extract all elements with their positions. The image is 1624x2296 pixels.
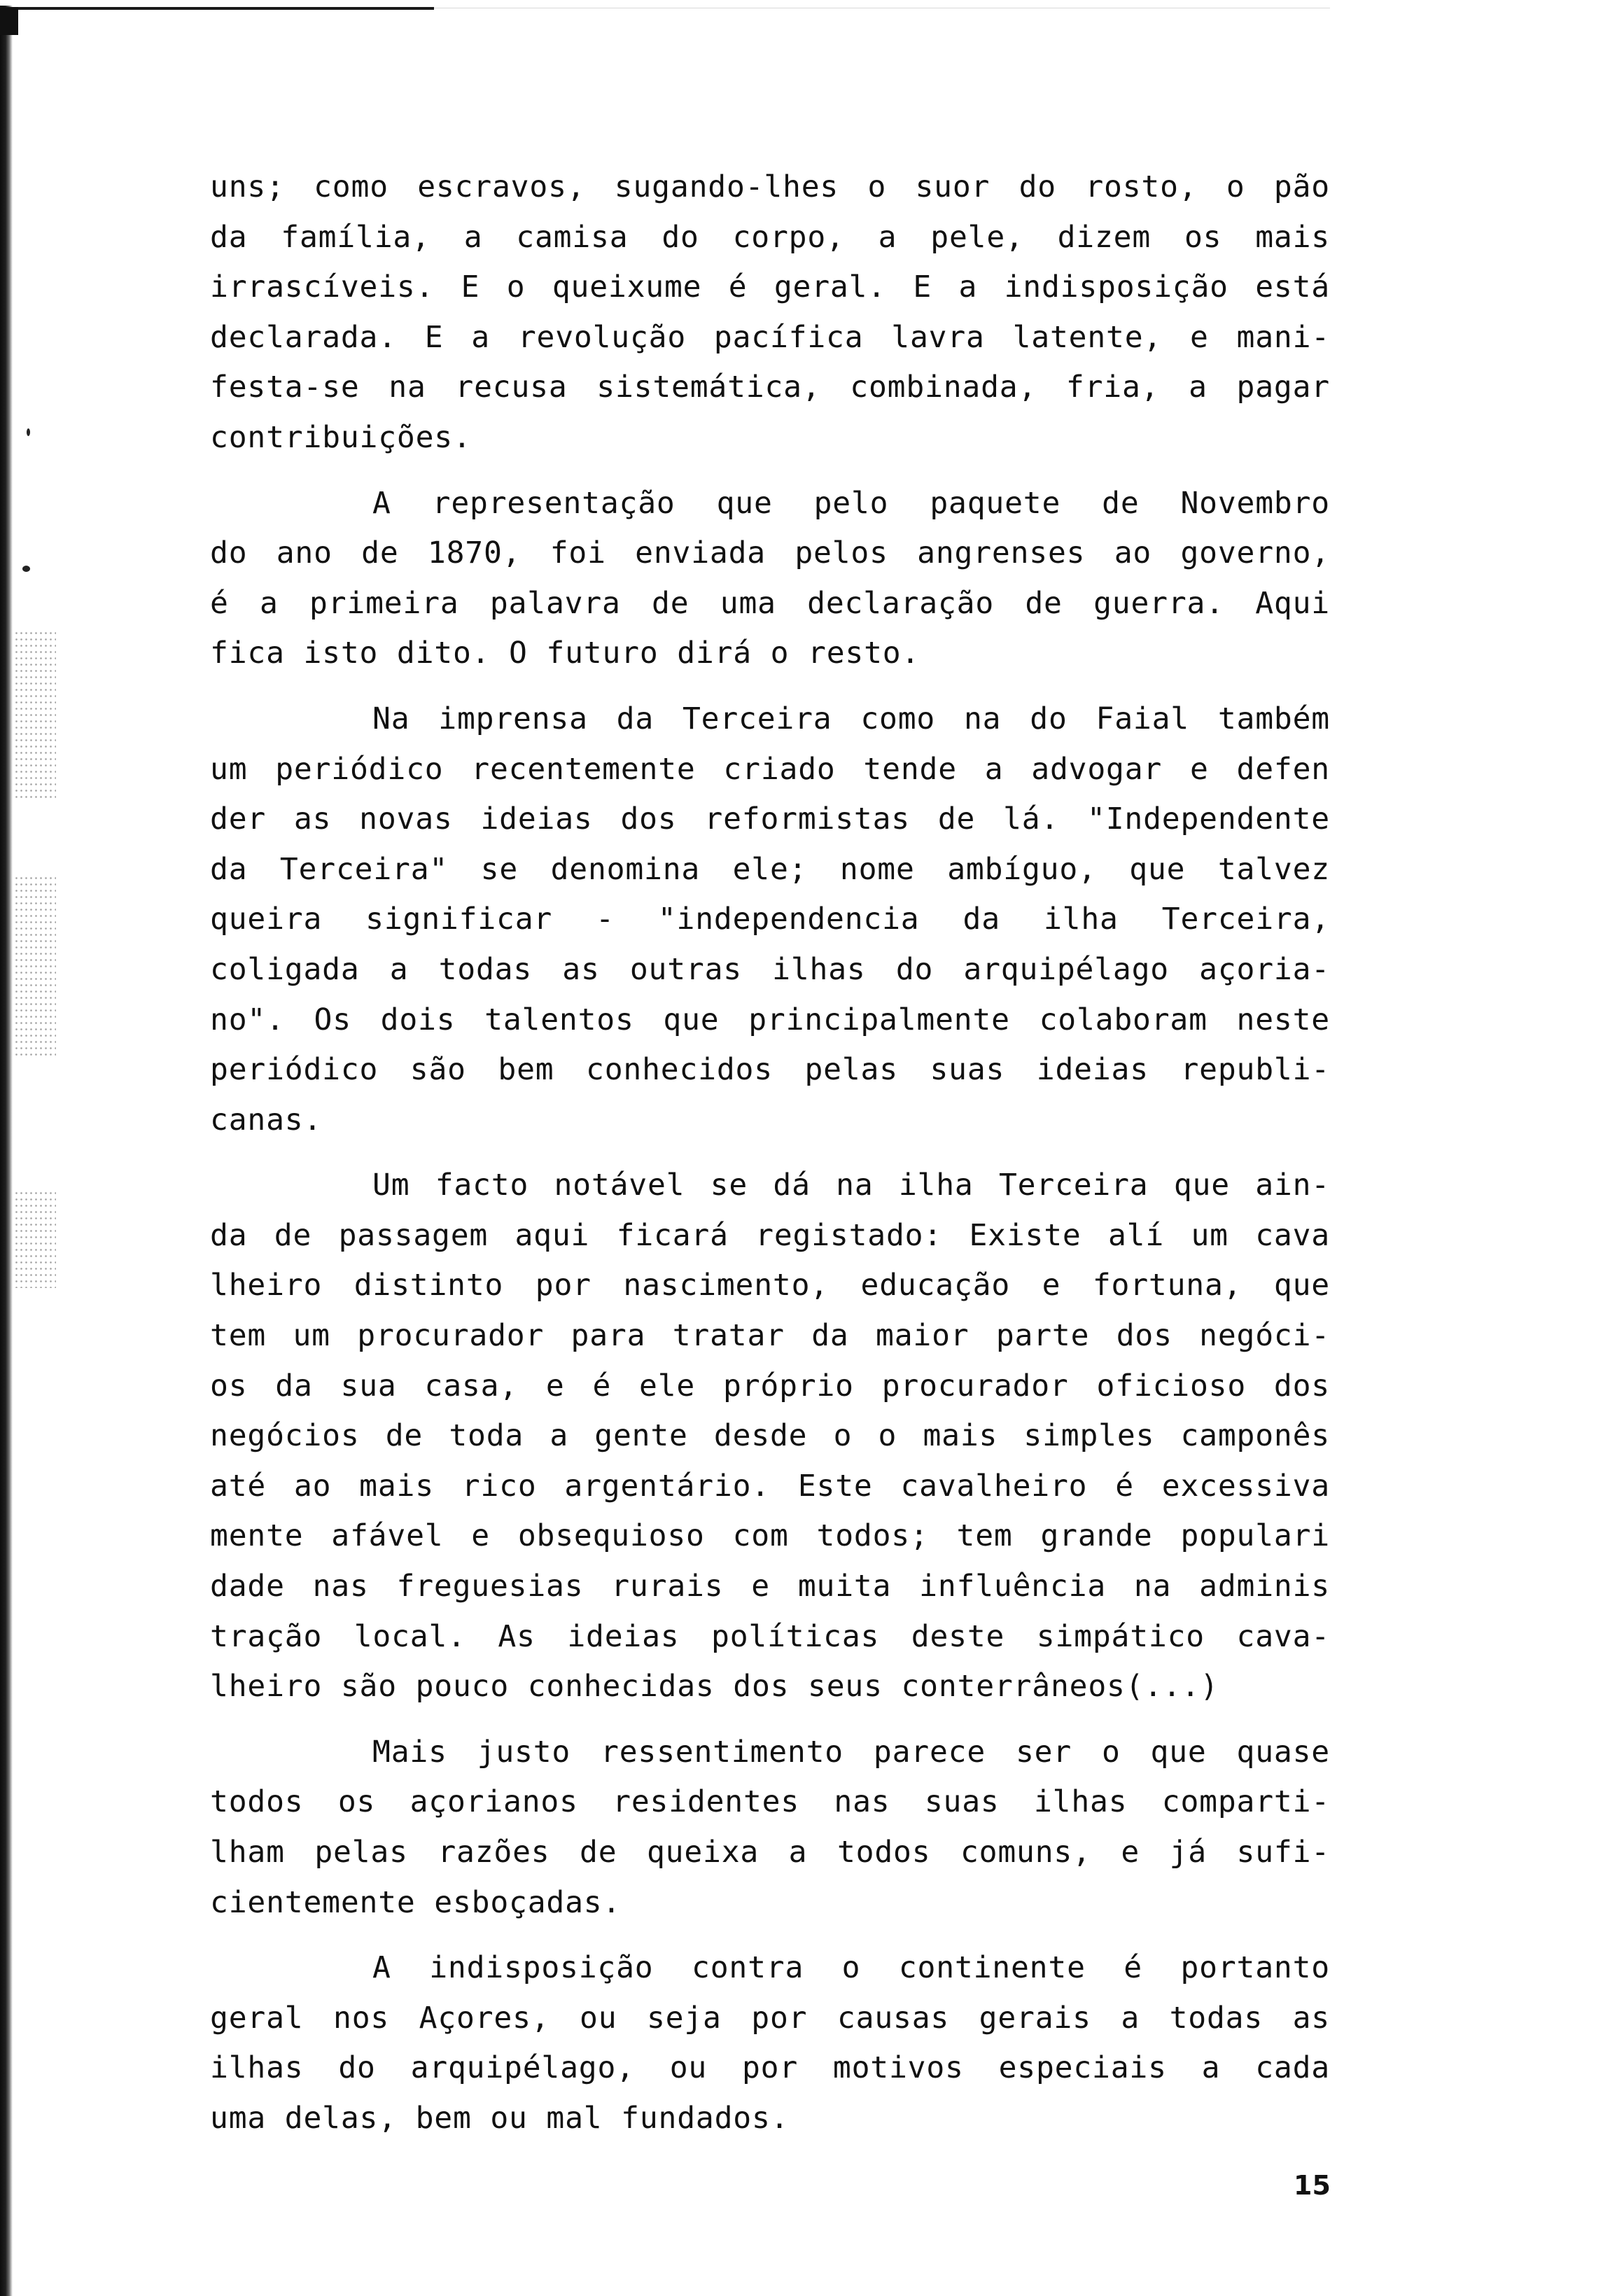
page-body [210,162,1330,2160]
scan-edge-noise [14,875,56,1057]
text-line: uns; como escravos, sugando-lhes o suor do rosto, o pão [210,169,1330,204]
paragraph [210,479,1330,679]
paragraph [210,694,1330,1145]
text-line: coligada a todas as outras ilhas do arquipélago açoria- [210,951,1330,987]
text-line: Na imprensa da Terceira como na do Faial também [372,701,1330,736]
text-line: da família, a camisa do corpo, a pele, dizem os mais [210,219,1330,255]
text-line: é a primeira palavra de uma declaração de guerra. Aqui [210,585,1330,621]
text-line: mente afável e obsequioso com todos; tem grande populari [210,1518,1330,1554]
text-line: queira significar - "independencia da ilha Terceira, [210,902,1330,937]
text-line: uma delas, bem ou mal fundados. [210,2100,790,2136]
scan-top-rule [0,7,434,10]
text-line: lheiro são pouco conhecidas dos seus conterrâneos(...) [210,1669,1219,1704]
text-line: declarada. E a revolução pacífica lavra latente, e mani- [210,319,1330,355]
text-line: os da sua casa, e é ele próprio procurador oficioso dos [210,1368,1330,1404]
text-line: Mais justo ressentimento parece ser o que quase [372,1734,1330,1770]
text-line: da de passagem aqui ficará registado: Existe alí um cava [210,1217,1330,1253]
text-line: A indisposição contra o continente é portanto [372,1950,1330,1986]
text-line: Um facto notável se dá na ilha Terceira que ain- [372,1168,1330,1203]
text-line: fica isto dito. O futuro dirá o resto. [210,636,920,671]
text-line: todos os açorianos residentes nas suas ilhas comparti- [210,1784,1330,1820]
paragraph [210,162,1330,463]
text-line: um periódico recentemente criado tende a advogar e defen [210,751,1330,787]
scan-edge-noise [14,630,56,798]
paragraph [210,1943,1330,2143]
text-line: lham pelas razões de queixa a todos comuns, e já sufi- [210,1835,1330,1870]
text-line: festa-se na recusa sistemática, combinada, fria, a pagar [210,370,1330,405]
text-line: tem um procurador para tratar da maior parte dos negóci- [210,1318,1330,1354]
text-line: no". Os dois talentos que principalmente colaboram neste [210,1002,1330,1037]
text-line: dade nas freguesias rurais e muita influência na adminis [210,1569,1330,1604]
text-line: irrascíveis. E o queixume é geral. E a indisposição está [210,270,1330,305]
scan-speck [22,566,30,572]
text-line: geral nos Açores, ou seja por causas gerais a todas as [210,2000,1330,2036]
paragraph [210,1728,1330,1928]
scan-speck [27,428,30,436]
text-line: periódico são bem conhecidos pelas suas ideias republi- [210,1052,1330,1088]
text-line: contribuições. [210,419,472,455]
text-line: tração local. As ideias políticas deste simpático cava- [210,1618,1330,1654]
paragraph [210,1161,1330,1712]
scan-left-edge [0,6,13,2296]
text-line: canas. [210,1102,323,1138]
text-line: A representação que pelo paquete de Novembro [372,485,1330,521]
text-line: do ano de 1870, foi enviada pelos angrenses ao governo, [210,536,1330,571]
text-line: lheiro distinto por nascimento, educação e fortuna, que [210,1268,1330,1303]
text-line: cientemente esboçadas. [210,1884,622,1920]
text-line: der as novas ideias dos reformistas de lá. "Independente [210,802,1330,837]
text-line: até ao mais rico argentário. Este cavalheiro é excessiva [210,1468,1330,1504]
scan-edge-noise [14,1190,56,1288]
page-number: 15 [1294,2170,1331,2201]
scan-corner-mark [0,7,18,35]
text-line: da Terceira" se denomina ele; nome ambíguo, que talvez [210,851,1330,887]
text-line: negócios de toda a gente desde o o mais simples camponês [210,1418,1330,1454]
text-line: ilhas do arquipélago, ou por motivos especiais a cada [210,2050,1330,2086]
